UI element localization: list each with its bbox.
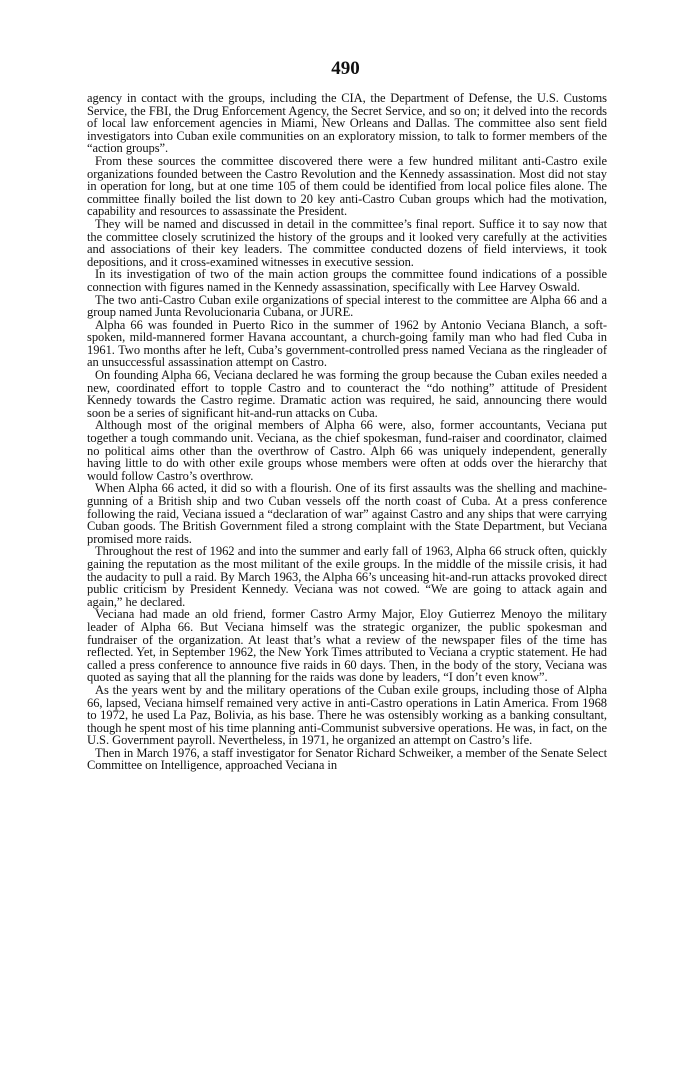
paragraph: The two anti-Castro Cuban exile organizations of special interest to the committee are Alpha 66 and a group named Junta Revolucionaria Cubana, or JURE. (87, 292, 607, 320)
paragraph: As the years went by and the military operations of the Cuban exile groups, including those of Alpha 66, lapsed, Veciana himself remained very active in anti-Castro operations in Latin America. From 1968 to 1972, he used La Paz, Bolivia, as his base. There he was ostensibly working as a banking consultant, though he spent most of his time planning anti-Communist subversive operations. He was, in fact, on the U.S. Government payroll. Nevertheless, in 1971, he organized an attempt on Castro’s life. (87, 682, 607, 748)
paragraph: On founding Alpha 66, Veciana declared he was forming the group because the Cuban exiles needed a new, coordinated effort to topple Castro and to counteract the “do nothing” attitude of President Kennedy towards the Castro regime. Dramatic action was required, he said, announcing there would soon be a series of significant hit-and-run attacks on Cuba. (87, 368, 607, 420)
paragraph: Veciana had made an old friend, former Castro Army Major, Eloy Gutierrez Menoyo the military leader of Alpha 66. But Veciana himself was the strategic organizer, the public spokesman and fundraiser of the organization. At least that’s what a review of the newspaper files of the time has reflected. Yet, in September 1962, the New York Times attributed to Veciana a cryptic statement. He had called a press conference to announce five raids in 60 days. Then, in the body of the story, Veciana was quoted as saying that all the planning for the raids was done by leaders, “I don’t even know”. (87, 607, 607, 685)
paragraph: Although most of the original members of Alpha 66 were, also, former accountants, Veciana put together a tough commando unit. Veciana, as the chief spokesman, fund-raiser and coordinator, claimed no political aims other than the overthrow of Castro. Alph 66 was uniquely independent, generally having little to do with other exile groups whose members were often at odds over the hierarchy that would follow Castro’s overthrow. (87, 418, 607, 483)
paragraph: When Alpha 66 acted, it did so with a flourish. One of its first assaults was the shelling and machine-gunning of a British ship and two Cuban vessels off the north coast of Cuba. At a press conference following the raid, Veciana issued a “declaration of war” against Castro and any ships that were carrying Cuban goods. The British Government filed a strong complaint with the State Department, but Veciana promised more raids. (87, 481, 607, 546)
paragraph: From these sources the committee discovered there were a few hundred militant anti-Castro exile organizations founded between the Castro Revolution and the Kennedy assassination. Most did not stay in operation for long, but at one time 105 of them could be identified from local police files alone. The committee finally boiled the list down to 20 key anti-Castro Cuban groups which had the motivation, capability and resources to assassinate the President. (87, 153, 607, 219)
paragraph: agency in contact with the groups, including the CIA, the Department of Defense, the U.S. Customs Service, the FBI, the Drug Enforcement Agency, the Secret Service, and so on; it delved into the records of local law enforcement agencies in Miami, New Orleans and Dallas. The committee also sent field investigators into Cuban exile communities on an exploratory mission, to talk to former members of the “action groups”. (87, 91, 607, 156)
paragraph: They will be named and discussed in detail in the committee’s final report. Suffice it to say now that the committee closely scrutinized the history of the groups and it looked very carefully at the activities and associations of their key leaders. The committee conducted dozens of field interviews, it took depositions, and it cross-examined witnesses in executive session. (87, 216, 607, 269)
paragraph: In its investigation of two of the main action groups the committee found indications of a possible connection with figures named in the Kennedy assassination, specifically with Lee Harvey Oswald. (87, 267, 607, 294)
body-text (87, 92, 607, 772)
page-number: 490 (331, 58, 360, 79)
paragraph: Alpha 66 was founded in Puerto Rico in the summer of 1962 by Antonio Veciana Blanch, a soft-spoken, mild-mannered former Havana accountant, a church-going family man who had fled Cuba in 1961. Two months after he left, Cuba’s government-controlled press named Veciana as the ringleader of an unsuccessful assassination attempt on Castro. (87, 317, 607, 370)
paragraph: Then in March 1976, a staff investigator for Senator Richard Schweiker, a member of the Senate Select Committee on Intelligence, approached Veciana in (87, 745, 607, 773)
paragraph: Throughout the rest of 1962 and into the summer and early fall of 1963, Alpha 66 struck often, quickly gaining the reputation as the most militant of the exile groups. In the middle of the missile crisis, it had the audacity to pull a raid. By March 1963, the Alpha 66’s unceasing hit-and-run attacks provoked direct public criticism by President Kennedy. Veciana was not cowed. “We are going to attack again and again,” he declared. (87, 544, 607, 609)
